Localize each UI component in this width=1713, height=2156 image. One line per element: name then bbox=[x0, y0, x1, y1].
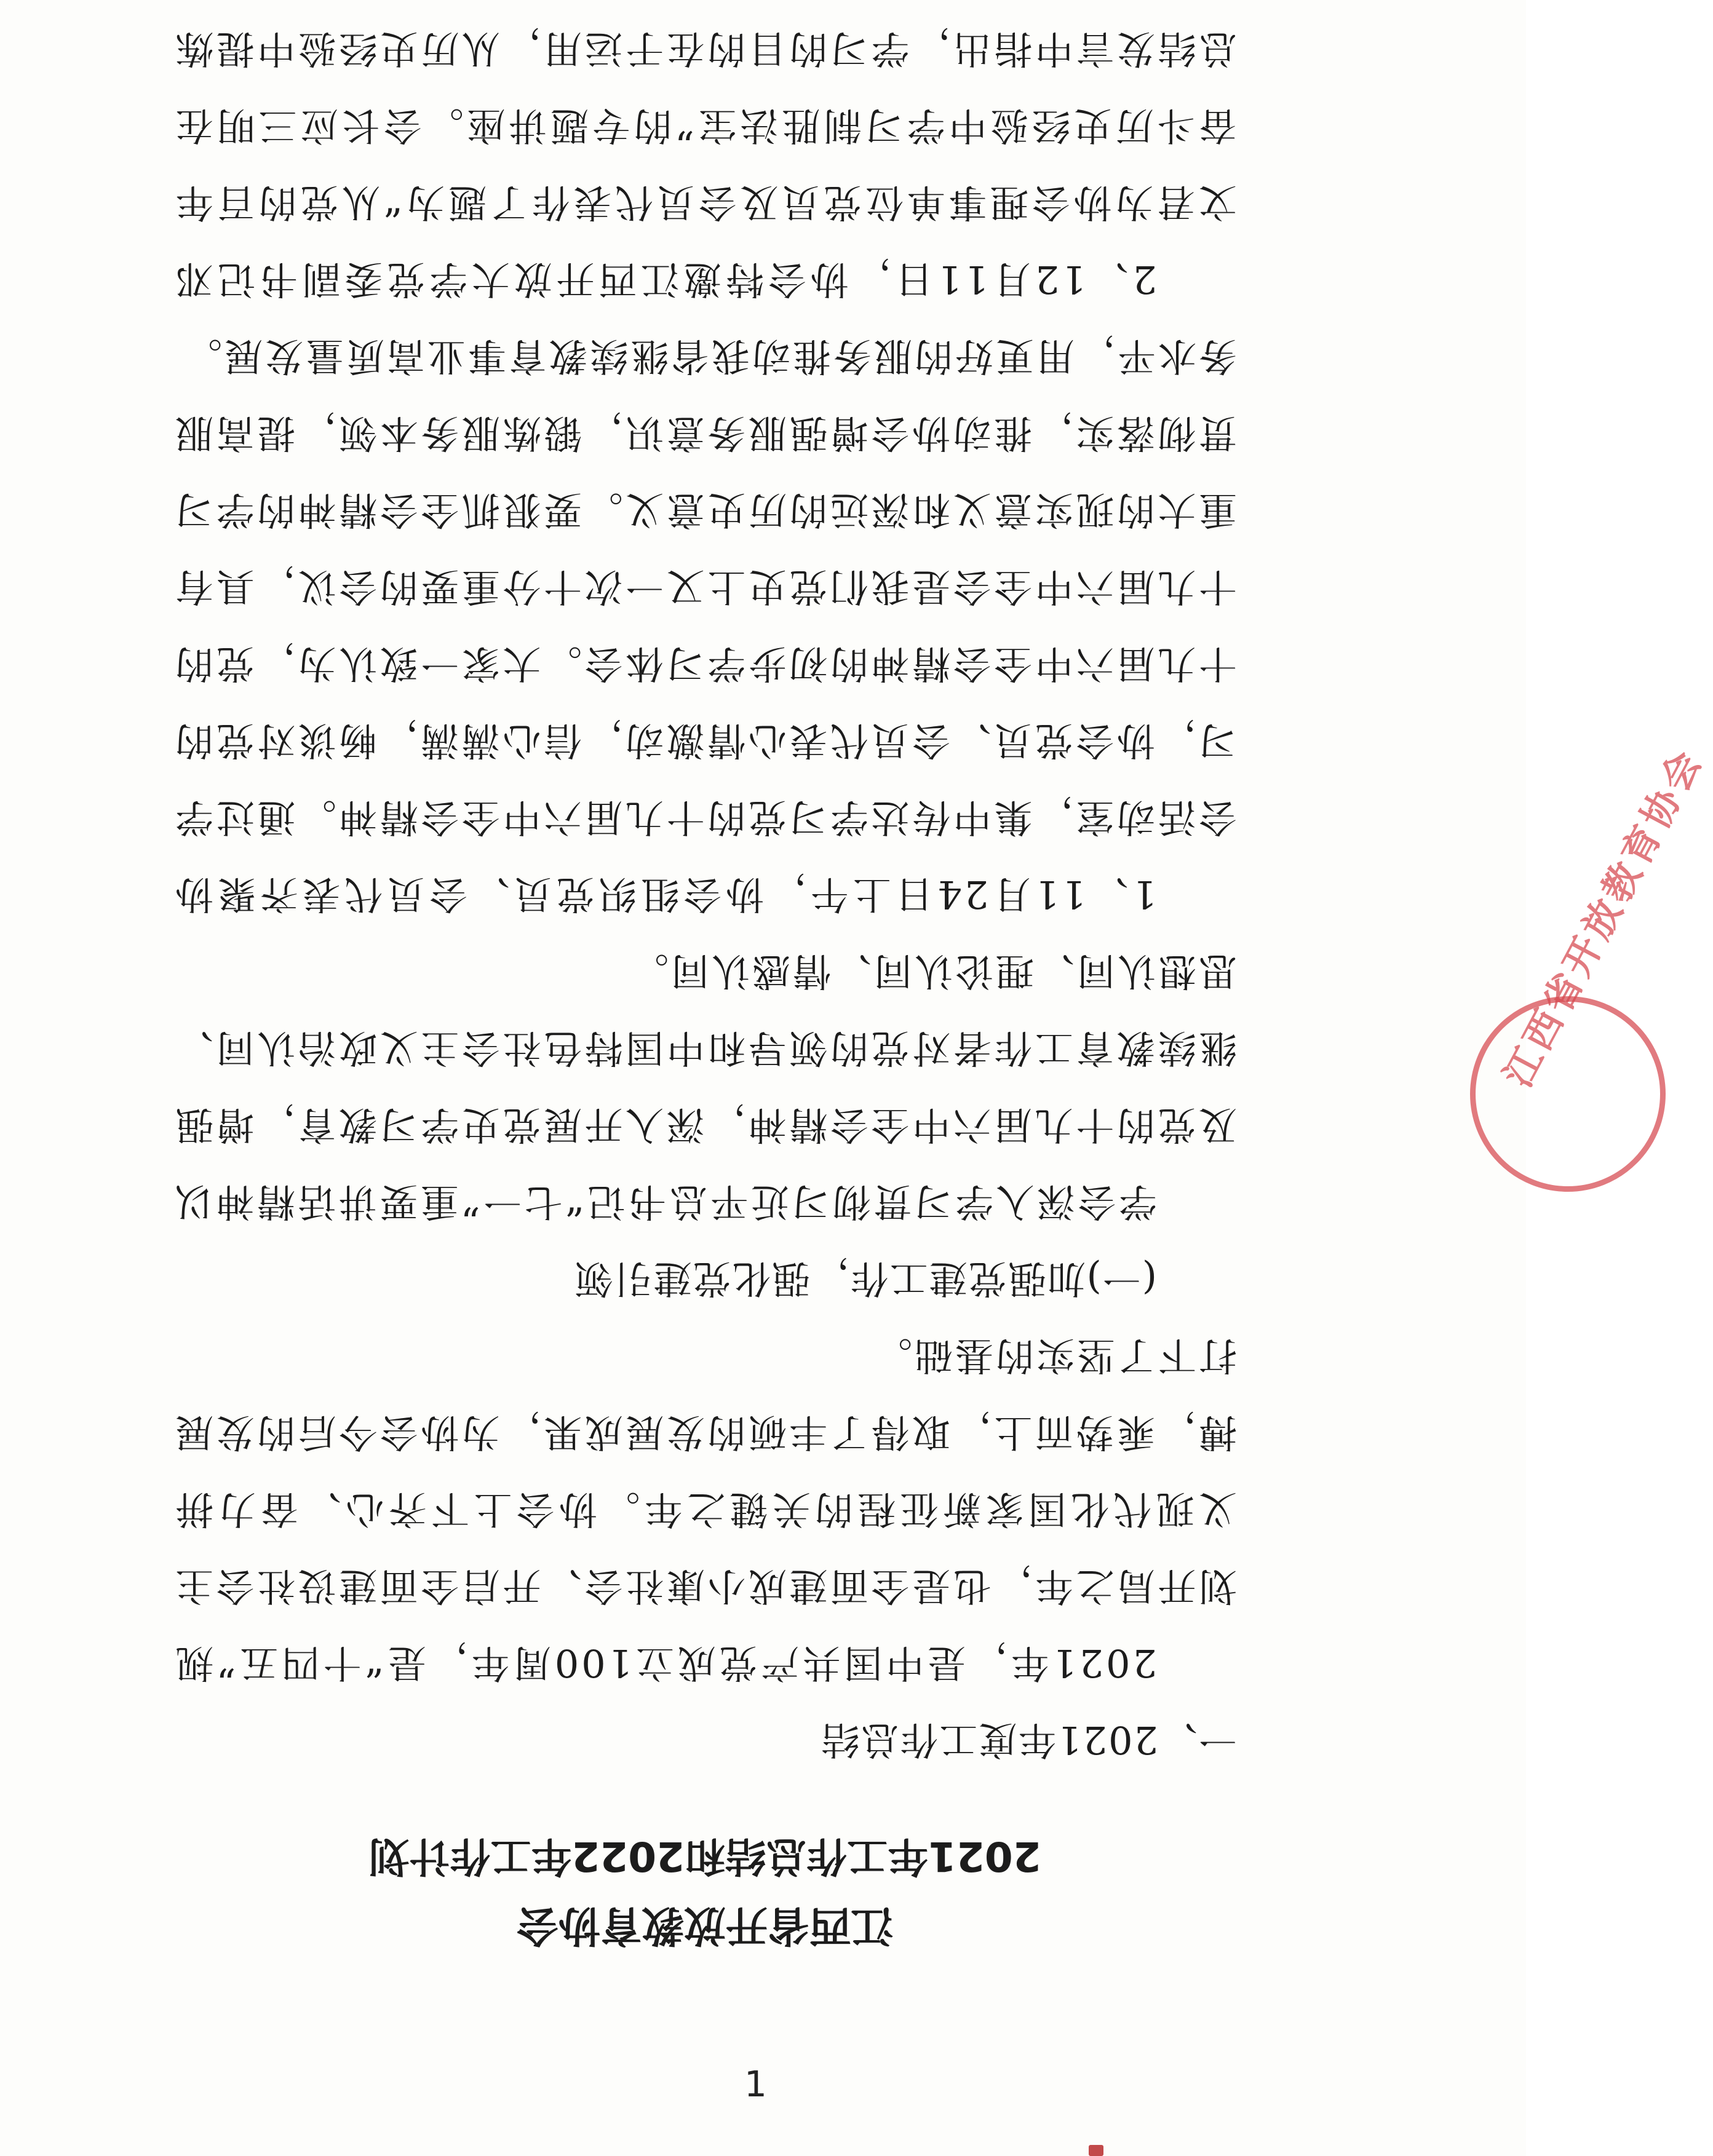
body-paragraph: 2、12月11日，协会特邀江西开放大学党委副书记邓文君为协会理事单位党员及会员代表作了题为“从党的百年奋斗历史经验中学习制胜法宝”的专题讲座。会长应三明在总结发言中指出，学习的目的在于运用，从历史经验中提炼 bbox=[173, 26, 1237, 302]
section-heading: 一、2021年度工作总结 bbox=[820, 1718, 1237, 1762]
document-title: 2021年工作总结和2022年工作计划 bbox=[368, 1833, 1041, 1880]
organization-title: 江西省开放教育协会 bbox=[517, 1901, 894, 1949]
body-paragraph: 1、11月24日上午，协会组织党员、会员代表齐聚协会活动室，集中传达学习党的十九届六中全会精神。通过学习，协会党员、会员代表心情激动，信心满满，畅谈对党的十九届六中全会精神的初步学习体会。大家一致认为，党的十九届六中全会是我们党史上又一次十分重要的会议，具有重大的现实意义和深远的历史意义。要狠抓全会精神的学习贯彻落实，推动协会增强服务意识，锻炼服务本领，提高服务水平，用更好的服务推动我省继续教育事业高质量发展。 bbox=[173, 334, 1237, 917]
subsection-heading: (一)加强党建工作，强化党建引领 bbox=[573, 1256, 1157, 1301]
page-number: 1 bbox=[744, 2063, 767, 2105]
body-paragraph: 学会深入学习贯彻习近平总书记“七一”重要讲话精神以及党的十九届六中全会精神，深入开展党史学习教育，增强继续教育工作者对党的领导和中国特色社会主义政治认同、思想认同、理论认同、情感认同。 bbox=[173, 949, 1237, 1224]
section-intro-paragraph: 2021年，是中国共产党成立100周年，是“十四五”规划开局之年，也是全面建成小康社会、开启全面建设社会主义现代化国家新征程的关键之年。协会上下齐心、奋力拼搏，乘势而上，取得了丰硕的发展成果，为协会今后的发展打下了坚实的基础。 bbox=[173, 1333, 1237, 1686]
seal-text: 江西省开放教育协会 bbox=[1495, 740, 1712, 1095]
document-body bbox=[173, 0, 1237, 1959]
